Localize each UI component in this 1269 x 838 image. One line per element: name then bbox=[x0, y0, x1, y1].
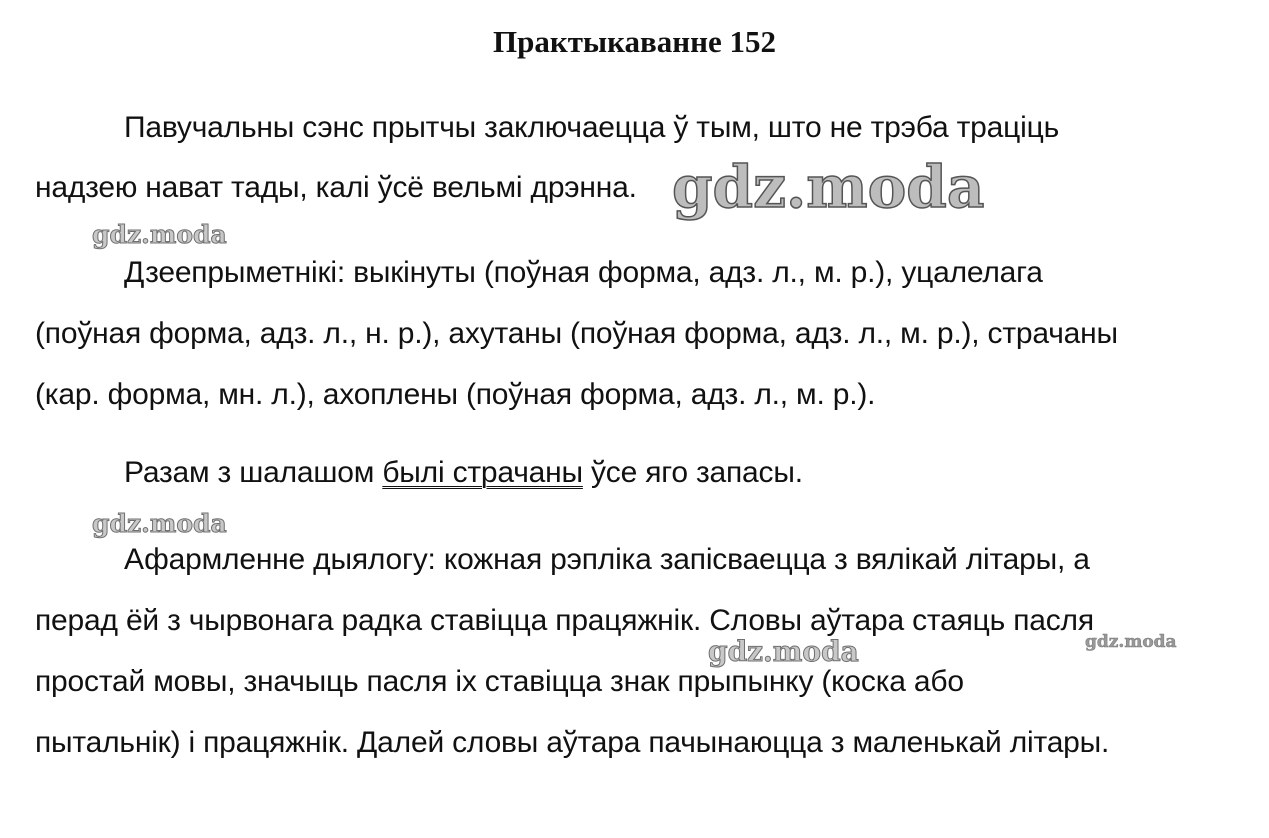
paragraph-1-line-1: Павучальны сэнс прытчы заключаецца ў тым, што не трэба траціць bbox=[124, 111, 1060, 144]
paragraph-3 bbox=[124, 455, 803, 491]
paragraph-3-before: Разам з шалашом bbox=[124, 456, 383, 489]
predicate-underlined: былі страчаны bbox=[382, 456, 583, 489]
paragraph-2-line-2: (поўная форма, адз. л., н. р.), ахутаны (поўная форма, адз. л., м. р.), страчаны bbox=[35, 317, 1118, 350]
paragraph-1-line-2: надзею нават тады, калі ўсё вельмі дрэнна. bbox=[35, 171, 637, 204]
paragraph-2-line-1: Дзеепрыметнікі: выкінуты (поўная форма, адз. л., м. р.), уцалелага bbox=[124, 256, 1043, 289]
paragraph-4-line-3: простай мовы, значыць пасля іх ставіцца знак прыпынку (коска або bbox=[35, 665, 964, 698]
watermark-small: gdz.moda bbox=[92, 509, 227, 538]
paragraph-2-line-3: (кар. форма, мн. л.), ахоплены (поўная форма, адз. л., м. р.). bbox=[35, 378, 876, 411]
paragraph-3-after: ўсе яго запасы. bbox=[582, 456, 803, 489]
page-title: Практыкаванне 152 bbox=[492, 24, 776, 59]
watermark-large: gdz.moda bbox=[672, 153, 985, 221]
watermark-small: gdz.moda bbox=[92, 220, 227, 249]
watermark-medium: gdz.moda bbox=[708, 635, 859, 668]
paragraph-4-line-4: пытальнік) і працяжнік. Далей словы аўтара пачынаюцца з маленькай літары. bbox=[35, 726, 1110, 759]
watermark-tiny: gdz.moda bbox=[1085, 632, 1177, 652]
paragraph-4-line-2: перад ёй з чырвонага радка ставіцца працяжнік. Словы аўтара стаяць пасля bbox=[35, 604, 1094, 637]
paragraph-4-line-1: Афармленне дыялогу: кожная рэпліка запісваецца з вялікай літары, а bbox=[124, 543, 1090, 576]
